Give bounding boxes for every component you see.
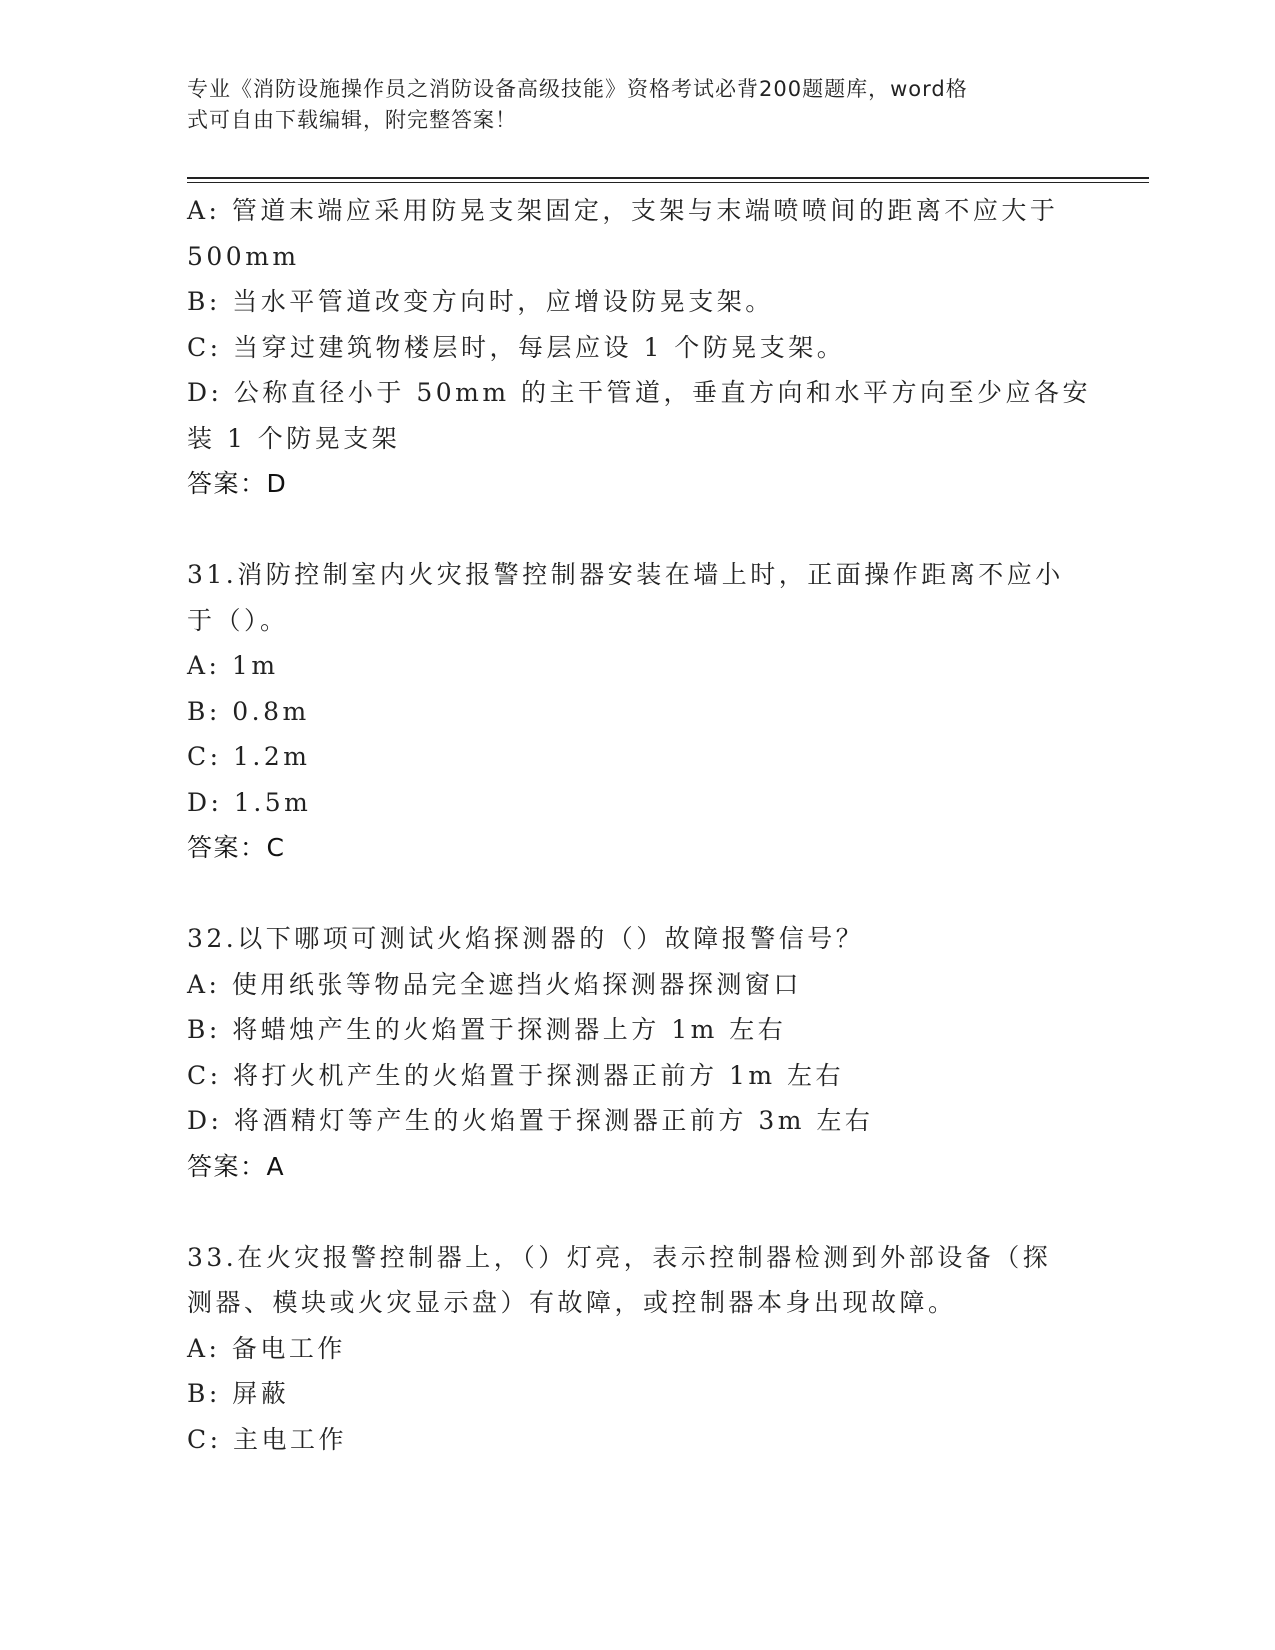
q33-stem-line-1: 33.在火灾报警控制器上，（）灯亮，表示控制器检测到外部设备（探: [187, 1242, 1052, 1272]
header-divider-thin: [187, 182, 1149, 183]
q33-option-c: C: 主电工作: [187, 1424, 347, 1454]
question-32-block: [187, 916, 1087, 1189]
spacer: [187, 1189, 1087, 1235]
q31-option-b: B: 0.8m: [187, 696, 310, 726]
question-33-block: [187, 1235, 1087, 1463]
spacer: [187, 507, 1087, 553]
q33-stem-line-2: 测器、模块或火灾显示盘）有故障，或控制器本身出现故障。: [187, 1288, 957, 1317]
q31-option-c: C: 1.2m: [187, 742, 311, 771]
document-header-note: [187, 74, 1067, 136]
q30-option-a-line-1: A: 管道末端应采用防晃支架固定，支架与末端喷喷间的距离不应大于: [187, 196, 1059, 225]
question-list: [187, 188, 1092, 1462]
question-31-block: [187, 552, 1087, 871]
q32-option-b: B: 将蜡烛产生的火焰置于探测器上方 1m 左右: [187, 1015, 787, 1044]
q32-stem: 32.以下哪项可测试火焰探测器的（）故障报警信号？: [187, 924, 865, 953]
q31-stem-line-1: 31.消防控制室内火灾报警控制器安装在墙上时，正面操作距离不应小: [187, 560, 1064, 589]
q32-option-a: A: 使用纸张等物品完全遮挡火焰探测器探测窗口: [187, 969, 802, 999]
q30-option-d-line-2: 装 1 个防晃支架: [187, 423, 401, 453]
q31-answer: 答案：C: [187, 833, 286, 862]
header-line-2: 式可自由下载编辑，附完整答案！: [187, 108, 517, 132]
q32-answer: 答案：A: [187, 1151, 286, 1181]
q30-option-d-line-1: D: 公称直径小于 50mm 的主干管道，垂直方向和水平方向至少应各安: [187, 378, 1092, 407]
header-divider-thick: [187, 177, 1149, 179]
q31-option-a: A: 1m: [187, 651, 279, 680]
q31-option-d: D: 1.5m: [187, 787, 312, 817]
q33-option-b: B: 屏蔽: [187, 1379, 290, 1408]
q30-option-c: C: 当穿过建筑物楼层时，每层应设 1 个防晃支架。: [187, 332, 846, 362]
q30-option-a-line-2: 500mm: [187, 241, 300, 271]
question-30-block: [187, 188, 1092, 507]
q32-option-d: D: 将酒精灯等产生的火焰置于探测器正前方 3m 左右: [187, 1106, 874, 1135]
q30-answer: 答案：D: [187, 469, 288, 498]
q32-option-c: C: 将打火机产生的火焰置于探测器正前方 1m 左右: [187, 1060, 845, 1090]
header-line-1: 专业《消防设施操作员之消防设备高级技能》资格考试必背200题题库，word格: [187, 77, 968, 101]
q30-option-b: B: 当水平管道改变方向时，应增设防晃支架。: [187, 287, 774, 316]
spacer: [187, 871, 1087, 917]
q33-option-a: A: 备电工作: [187, 1333, 346, 1363]
q31-stem-line-2: 于（）。: [187, 605, 289, 635]
